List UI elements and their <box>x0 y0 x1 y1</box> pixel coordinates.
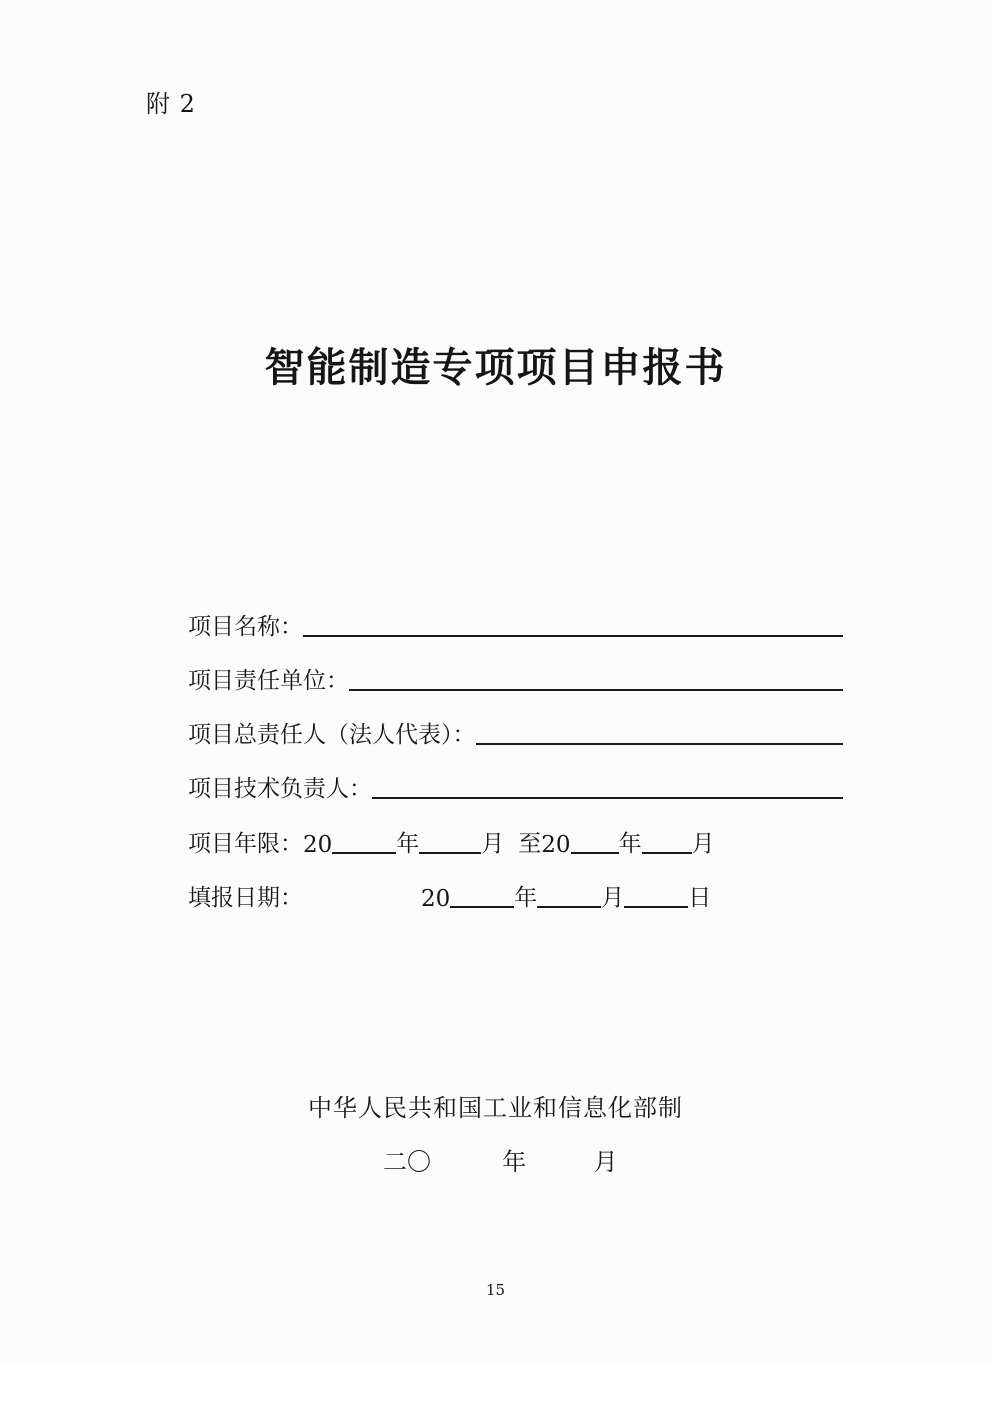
project-name-blank[interactable] <box>303 635 843 637</box>
issue-date-month: 月 <box>593 1148 618 1176</box>
chief-person-blank[interactable] <box>476 743 844 745</box>
project-period-label: 项目年限： <box>188 831 303 857</box>
page-number: 15 <box>485 1281 506 1299</box>
period-start-prefix: 20 <box>303 832 333 858</box>
period-end-year-unit: 年 <box>618 831 642 857</box>
fill-date-year-unit: 年 <box>514 885 538 911</box>
project-period-row <box>188 822 715 858</box>
issue-date-row <box>383 1142 618 1177</box>
technical-lead-field <box>188 767 843 803</box>
chief-person-label: 项目总责任人（法人代表）： <box>188 722 476 748</box>
fill-date-month-unit: 月 <box>601 885 625 911</box>
issue-date-year: 年 <box>502 1148 527 1176</box>
technical-lead-label: 项目技术负责人： <box>188 776 372 802</box>
issue-date-prefix: 二〇 <box>383 1148 431 1176</box>
document-title: 智能制造专项项目申报书 <box>264 345 727 391</box>
technical-lead-blank[interactable] <box>372 797 843 799</box>
fill-date-prefix: 20 <box>421 886 451 912</box>
responsible-unit-field <box>188 659 843 695</box>
period-end-year-blank[interactable] <box>571 852 619 854</box>
period-start-month-unit: 月 <box>481 831 505 857</box>
fill-date-day-blank[interactable] <box>624 906 688 908</box>
fill-date-label: 填报日期： <box>188 885 303 911</box>
fill-date-day-unit: 日 <box>688 885 712 911</box>
period-to-label: 至 <box>518 831 542 857</box>
fill-date-year-blank[interactable] <box>450 906 514 908</box>
project-name-label: 项目名称： <box>188 614 303 640</box>
chief-person-field <box>188 713 843 749</box>
project-name-field <box>188 605 843 641</box>
attachment-label: 附 2 <box>146 90 196 118</box>
issuer-text: 中华人民共和国工业和信息化部制 <box>308 1094 683 1122</box>
period-end-month-blank[interactable] <box>642 852 692 854</box>
period-start-year-blank[interactable] <box>332 852 396 854</box>
fill-date-month-blank[interactable] <box>537 906 601 908</box>
period-end-prefix: 20 <box>541 832 571 858</box>
responsible-unit-blank[interactable] <box>349 689 843 691</box>
period-end-month-unit: 月 <box>691 831 715 857</box>
period-start-month-blank[interactable] <box>419 852 481 854</box>
period-start-year-unit: 年 <box>396 831 420 857</box>
fill-date-row <box>188 876 711 912</box>
responsible-unit-label: 项目责任单位： <box>188 668 349 694</box>
